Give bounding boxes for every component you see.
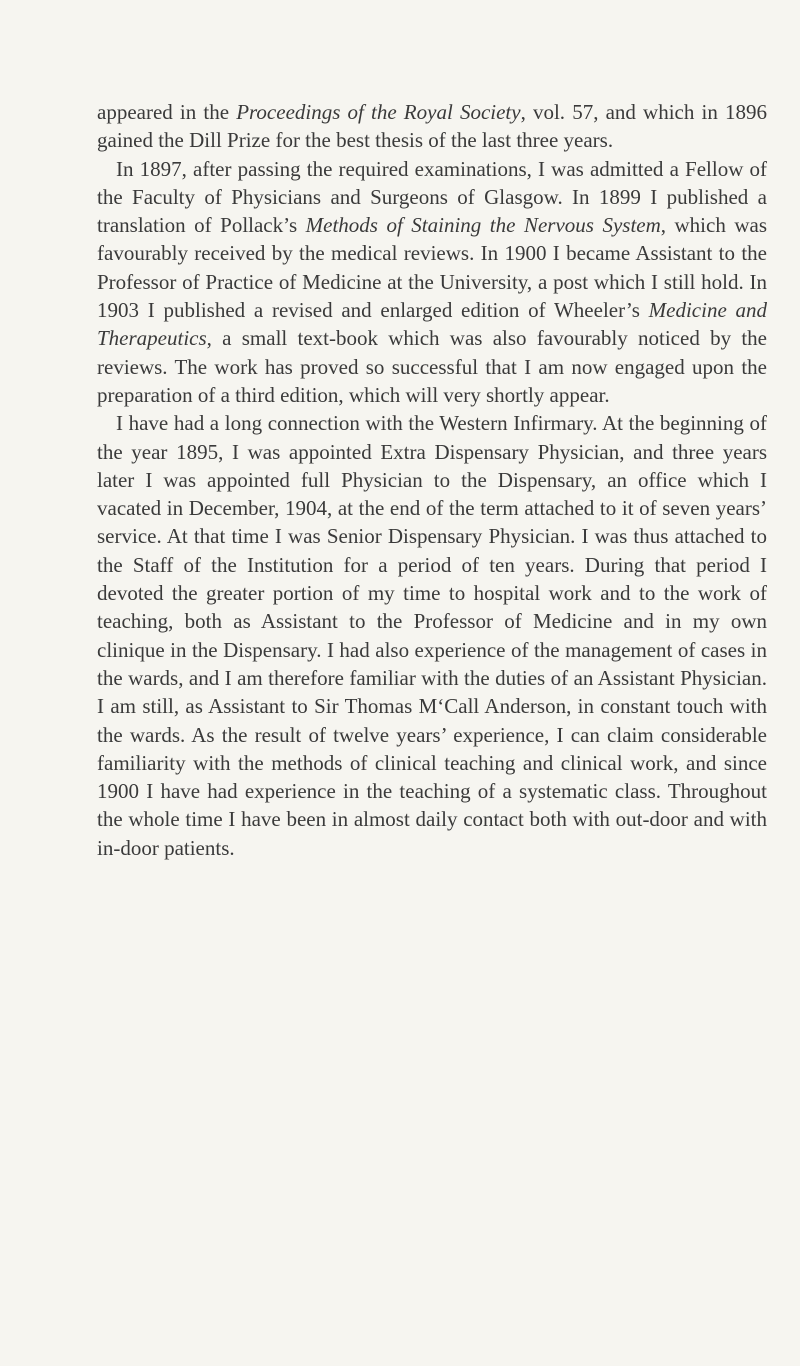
paragraph-2: [97, 155, 767, 410]
text-run: , which was favourably received by the medical reviews. In 1900 I became Assistant to the Professor of Practice of Medicine at the University, a post which I still hold. In 1903 I published a revised and enlarged edition of Wheeler’s: [97, 213, 767, 323]
text-run: , vol. 57, and which in 1896 gained the Dill Prize for the best thesis of the last three years.: [97, 100, 767, 153]
text-run: In 1897, after passing the required examinations, I was admitted a Fellow of the Faculty of Physicians and Surgeons of Glasgow. In 1899 I published a translation of Pollack’s: [97, 156, 767, 238]
paragraph-1: [97, 98, 767, 155]
text-run: appeared in the: [97, 100, 237, 124]
text-run: I have had a long connection with the Western Infirmary. At the beginning of the year 1895, I was appointed Extra Dispensary Physician, and three years later I was appointed full Physician to the Dispensary, an office which I vacated in December, 1904, at the end of the term attached to it of seven years’ service. At that time I was Senior Dispensary Physician. I was thus attached to the Staff of the Institution for a period of ten years. During that period I devoted the greater portion of my time to hospital work and to the work of teaching, both as Assistant to the Professor of Medicine and in my own clinique in the Dispensary. I had also experience of the management of cases in the wards, and I am therefore familiar with the duties of an Assistant Physician. I am still, as Assistant to Sir Thomas M‘Call Anderson, in constant touch with the wards. As the result of twelve years’ experience, I can claim considerable familiarity with the methods of clinical teaching and clinical work, and since 1900 I have had experience in the teaching of a systematic class. Throughout the whole time I have been in almost daily contact both with out-door and with in-door patients.: [97, 411, 767, 860]
body-text: [97, 98, 767, 862]
text-run: , a small text-book which was also favourably noticed by the reviews. The work has proved so successful that I am now engaged upon the preparation of a third edition, which will very shortly appear.: [97, 326, 767, 407]
book-title-medicine-and-therapeutics: Medicine and Therapeutics: [97, 298, 768, 351]
book-title-methods-of-staining: Methods of Staining the Nervous System: [305, 213, 661, 238]
paragraph-3: [97, 409, 767, 862]
journal-title: Proceedings of the Royal Society: [236, 100, 521, 124]
